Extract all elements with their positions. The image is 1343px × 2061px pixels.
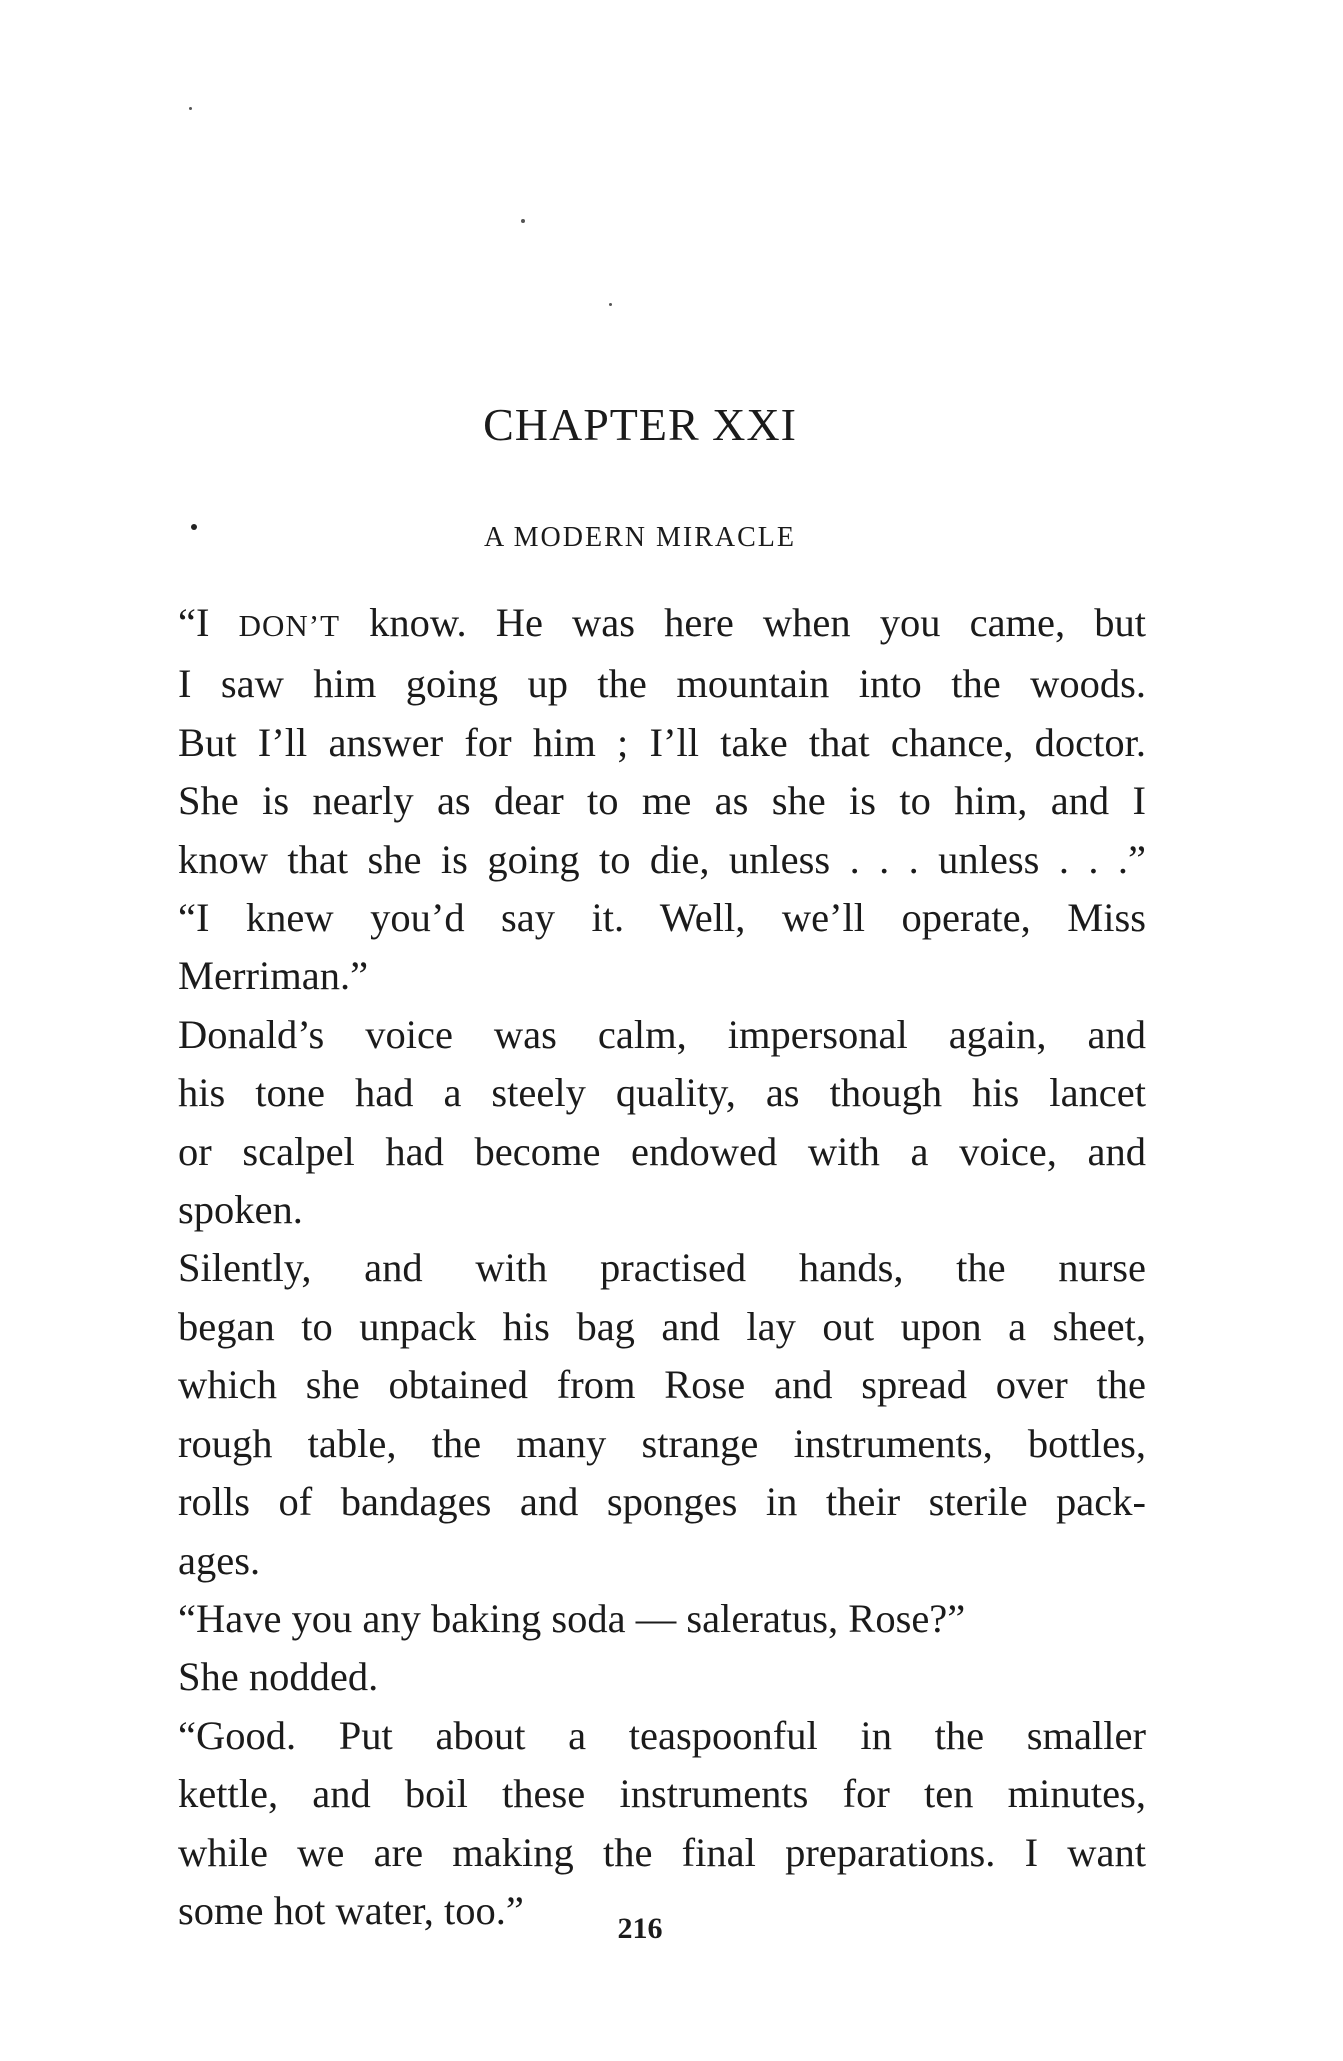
text-line: which she obtained from Rose and spread over the	[178, 1362, 1146, 1408]
text-line: “Good. Put about a teaspoonful in the smaller	[178, 1712, 1146, 1758]
text-line: “I DON’T know. He was here when you came, but	[178, 600, 1147, 645]
text-line: spoken.	[178, 1187, 303, 1233]
print-speck	[609, 303, 612, 306]
text-line: She is nearly as dear to me as she is to him, and I	[178, 778, 1146, 824]
paragraph	[138, 1707, 1146, 1941]
text-line: She nodded.	[178, 1654, 379, 1700]
page-number: 216	[617, 1912, 663, 1945]
text-line: while we are making the final preparations. I want	[178, 1829, 1146, 1875]
chapter-subtitle: A MODERN MIRACLE	[483, 522, 796, 553]
paragraph	[138, 889, 1146, 1006]
text-line: began to unpack his bag and lay out upon a sheet,	[178, 1303, 1146, 1349]
body-text	[138, 594, 1146, 1940]
text-line: “I knew you’d say it. Well, we’ll operate, Miss	[178, 895, 1146, 941]
chapter-title: CHAPTER XXI	[483, 399, 797, 450]
text-line: But I’ll answer for him ; I’ll take that chance, doctor.	[178, 719, 1146, 765]
text-line: rolls of bandages and sponges in their sterile pack-	[178, 1479, 1146, 1525]
paragraph	[138, 1648, 1146, 1706]
text-line: Merriman.”	[178, 953, 369, 999]
text-line: Silently, and with practised hands, the nurse	[178, 1245, 1146, 1291]
text-line: “Have you any baking soda — saleratus, Rose?”	[178, 1595, 966, 1641]
print-speck	[189, 107, 192, 110]
text-line: I saw him going up the mountain into the woods.	[178, 661, 1146, 707]
text-line: rough table, the many strange instruments, bottles,	[178, 1420, 1146, 1466]
text-line: Donald’s voice was calm, impersonal again, and	[178, 1011, 1146, 1057]
paragraph	[138, 1590, 1146, 1648]
text-line: know that she is going to die, unless . . . unless . . .”	[178, 836, 1146, 882]
text-line: kettle, and boil these instruments for ten minutes,	[178, 1771, 1146, 1817]
print-speck	[521, 219, 525, 223]
paragraph	[138, 1006, 1146, 1240]
small-caps-word: DON’T	[238, 608, 340, 643]
text-line: or scalpel had become endowed with a voice, and	[178, 1128, 1146, 1174]
paragraph	[138, 1239, 1146, 1589]
paragraph	[138, 594, 1146, 889]
text-line: some hot water, too.”	[178, 1887, 524, 1933]
text-line: his tone had a steely quality, as though his lancet	[178, 1070, 1146, 1116]
text-line: ages.	[178, 1537, 261, 1583]
